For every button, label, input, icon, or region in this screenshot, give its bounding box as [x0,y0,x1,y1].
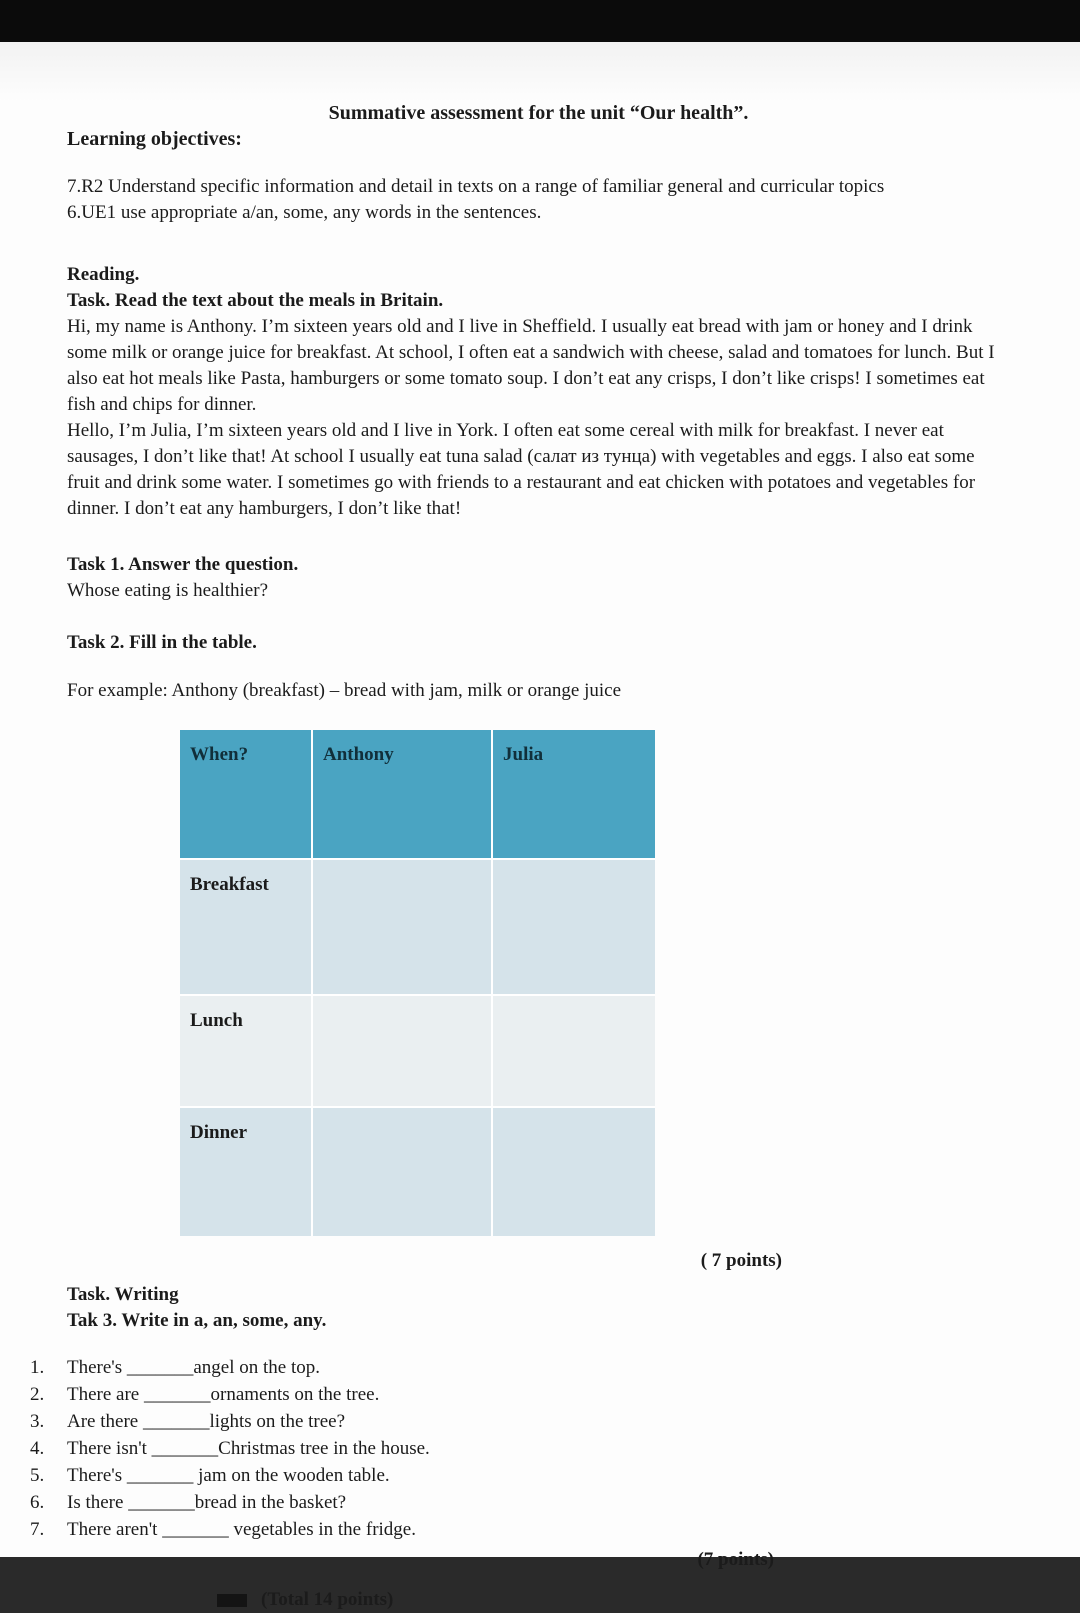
table-header-julia: Julia [492,730,655,859]
item-text: There's _______angel on the top. [67,1357,321,1378]
row-label-lunch: Lunch [180,995,312,1107]
objectives-block [67,174,1010,226]
cell-anthony-lunch [312,995,492,1107]
cell-julia-lunch [492,995,655,1107]
reading-points: ( 7 points) [700,1250,782,1271]
scan-top-black-bar [0,0,1080,42]
list-item [30,1381,1010,1408]
total-points-text: (Total 14 points) [261,1589,394,1610]
item-text: There's _______ jam on the wooden table. [67,1465,390,1486]
reading-section [67,262,1010,522]
cell-anthony-breakfast [312,859,492,995]
item-text: Are there _______lights on the tree? [67,1411,346,1432]
item-number: 7. [30,1519,45,1540]
item-number: 6. [30,1492,45,1513]
writing-points: (7 points) [697,1549,774,1570]
page-sheen [0,42,1080,102]
objective-item: 7.R2 Understand specific information and detail in texts on a range of familiar general and curricular topics [67,176,885,197]
list-item [30,1408,1010,1435]
item-number: 2. [30,1384,45,1405]
item-number: 1. [30,1357,45,1378]
item-number: 5. [30,1465,45,1486]
list-item [30,1435,1010,1462]
page-title: Summative assessment for the unit “Our health”. [328,102,749,124]
task2-heading: Task 2. Fill in the table. [67,632,257,653]
scan-artifact [217,1594,247,1607]
writing-section [67,1282,1010,1334]
reading-heading: Reading. [67,264,140,285]
list-item [30,1462,1010,1489]
writing-heading: Task. Writing [67,1284,179,1305]
table-header-anthony: Anthony [312,730,492,859]
list-item [30,1354,1010,1381]
item-text: Is there _______bread in the basket? [67,1492,347,1513]
item-number: 4. [30,1438,45,1459]
list-item [30,1516,1010,1543]
table-header-when: When? [180,730,312,859]
learning-objectives-heading: Learning objectives: [67,128,242,150]
task2-example: For example: Anthony (breakfast) – bread with jam, milk or orange juice [67,680,622,701]
reading-paragraph-julia: Hello, I’m Julia, I’m sixteen years old and I live in York. I often eat some cereal with milk for breakfast. I never eat sausages, I don’t like that! At school I usually eat tuna salad (салат из тунца) with vegetables and eggs. I also eat some fruit and drink some water. I sometimes go with friends to a restaurant and eat chicken with potatoes and vegetables for dinner. I don’t eat any hamburgers, I don’t like that! [67,420,976,519]
task2-section [67,630,1010,656]
row-label-dinner: Dinner [180,1107,312,1236]
reading-task-heading: Task. Read the text about the meals in Britain. [67,290,444,311]
task1-heading: Task 1. Answer the question. [67,554,299,575]
item-text: There are _______ornaments on the tree. [67,1384,380,1405]
fill-in-table [180,730,655,1236]
task1-question: Whose eating is healthier? [67,580,269,601]
cell-julia-breakfast [492,859,655,995]
fill-in-blanks-list [30,1354,1010,1543]
reading-paragraph-anthony: Hi, my name is Anthony. I’m sixteen years old and I live in Sheffield. I usually eat bread with jam or honey and I drink some milk or orange juice for breakfast. At school, I often eat a sandwich with cheese, salad and tomatoes for lunch. But I also eat hot meals like Pasta, hamburgers or some tomato soup. I don’t eat any crisps, I don’t like crisps! I sometimes eat fish and chips for dinner. [67,316,995,415]
table-row-lunch [180,995,655,1107]
list-item [30,1489,1010,1516]
total-points-line [217,1587,1010,1613]
cell-julia-dinner [492,1107,655,1236]
item-text: There isn't _______Christmas tree in the house. [67,1438,430,1459]
task1-section [67,552,1010,604]
writing-task-heading: Tak 3. Write in a, an, some, any. [67,1310,327,1331]
table-header-row [180,730,655,859]
row-label-breakfast: Breakfast [180,859,312,995]
table-row-breakfast [180,859,655,995]
document-content [0,100,1080,1613]
table-row-dinner [180,1107,655,1236]
item-number: 3. [30,1411,45,1432]
item-text: There aren't _______ vegetables in the fridge. [67,1519,416,1540]
objective-item: 6.UE1 use appropriate a/an, some, any words in the sentences. [67,202,542,223]
cell-anthony-dinner [312,1107,492,1236]
